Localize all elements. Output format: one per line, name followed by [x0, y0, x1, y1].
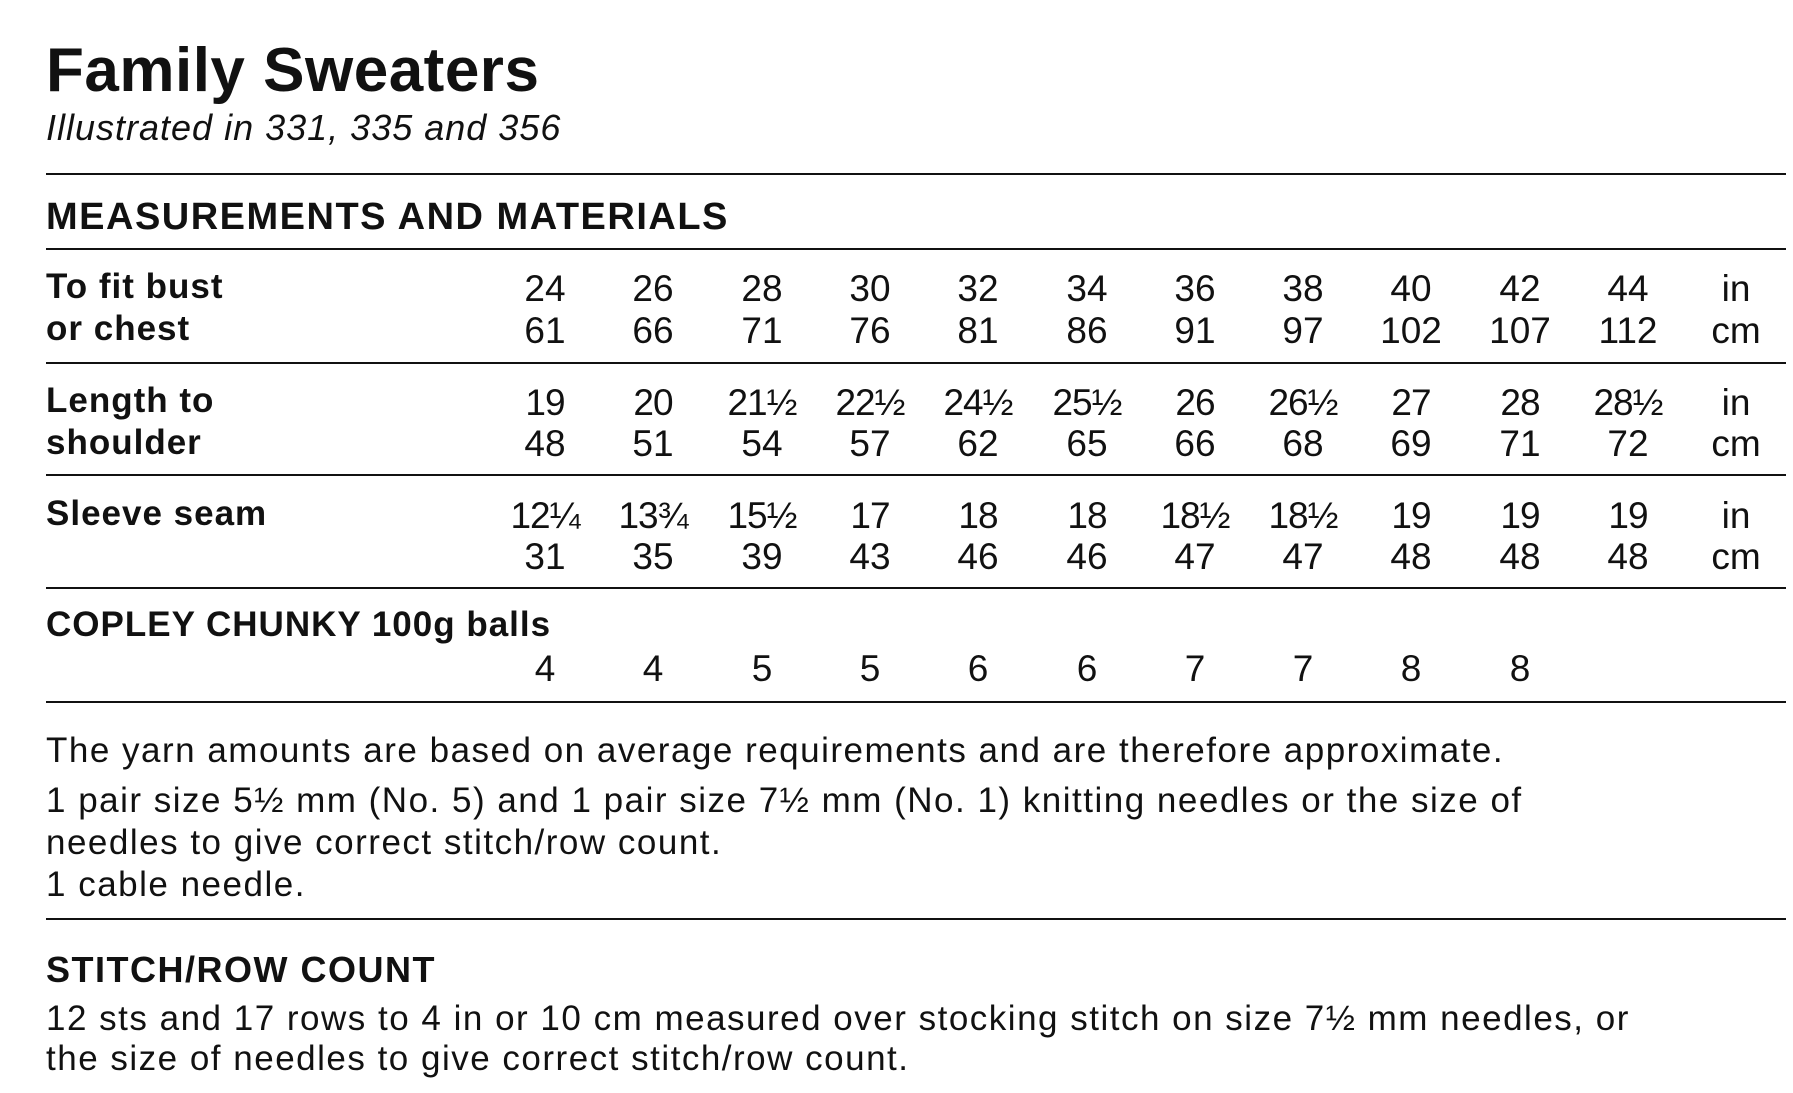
bust-inches-cell: 32 [957, 268, 999, 309]
divider-top [46, 173, 1786, 175]
bust-cm-cell: 71 [741, 310, 783, 351]
sleeve-cm-cell: 47 [1174, 536, 1216, 577]
bust-inches-cell: 38 [1282, 268, 1324, 309]
length-inches-cell: 25½ [1052, 382, 1122, 423]
sleeve-cm-cell: 43 [849, 536, 891, 577]
bust-cm-cell: 66 [632, 310, 674, 351]
bust-cm-cell: 61 [524, 310, 566, 351]
bust-cm-cell: 81 [957, 310, 999, 351]
bust-cm-cell: 97 [1282, 310, 1324, 351]
yarn-balls-cell: 8 [1400, 648, 1422, 689]
bust-cm-cell: 107 [1489, 310, 1551, 351]
bust-inches-cell: 42 [1499, 268, 1541, 309]
sleeve-inches-cell: 18 [958, 495, 998, 536]
length-cm-cell: 68 [1282, 423, 1324, 464]
divider-yarn [46, 701, 1786, 703]
length-inches-cell: 19 [525, 382, 565, 423]
length-cm-cell: 54 [741, 423, 783, 464]
length-cm-cell: 57 [849, 423, 891, 464]
sleeve-inches-cell: 18 [1067, 495, 1107, 536]
unit-cm-label: cm [1711, 310, 1761, 351]
length-inches-cell: 28 [1500, 382, 1540, 423]
sleeve-cm-cell: 46 [957, 536, 999, 577]
bust-inches-cell: 28 [741, 268, 783, 309]
bust-inches-cell: 26 [632, 268, 674, 309]
sleeve-cm-cell: 35 [632, 536, 674, 577]
sleeve-inches-cell: 18½ [1160, 495, 1230, 536]
length-inches-cell: 21½ [727, 382, 797, 423]
divider-materials [46, 918, 1786, 920]
length-cm-cell: 71 [1499, 423, 1541, 464]
stitch-row-heading: STITCH/ROW COUNT [46, 949, 436, 990]
tension-text-line2: the size of needles to give correct stitch/row count. [46, 1039, 910, 1078]
bust-cm-cell: 86 [1066, 310, 1108, 351]
measurements-heading: MEASUREMENTS AND MATERIALS [46, 196, 729, 238]
unit-in-label: in [1721, 495, 1751, 536]
length-cm-cell: 72 [1607, 423, 1649, 464]
sleeve-inches-cell: 12¼ [510, 495, 580, 536]
length-cm-cell: 66 [1174, 423, 1216, 464]
length-cm-cell: 65 [1066, 423, 1108, 464]
bust-inches-cell: 30 [849, 268, 891, 309]
yarn-balls-cell: 6 [1076, 648, 1098, 689]
yarn-balls-cell: 7 [1184, 648, 1206, 689]
unit-cm-label: cm [1711, 423, 1761, 464]
sleeve-cm-cell: 48 [1499, 536, 1541, 577]
sleeve-cm-cell: 48 [1390, 536, 1432, 577]
yarn-label: COPLEY CHUNKY 100g balls [46, 605, 552, 644]
divider-bust [46, 362, 1786, 364]
yarn-balls-cell: 8 [1509, 648, 1531, 689]
length-inches-cell: 27 [1391, 382, 1431, 423]
length-inches-cell: 24½ [943, 382, 1013, 423]
cable-needle-note: 1 cable needle. [46, 865, 306, 904]
row-label-sleeve-seam: Sleeve seam [46, 494, 268, 533]
sleeve-cm-cell: 46 [1066, 536, 1108, 577]
length-cm-cell: 62 [957, 423, 999, 464]
sleeve-inches-cell: 15½ [727, 495, 797, 536]
sleeve-inches-cell: 18½ [1268, 495, 1338, 536]
tension-text-line1: 12 sts and 17 rows to 4 in or 10 cm measured over stocking stitch on size 7½ mm needles, or [46, 999, 1630, 1038]
length-cm-cell: 69 [1390, 423, 1432, 464]
yarn-balls-cell: 6 [967, 648, 989, 689]
page-title: Family Sweaters [46, 36, 540, 105]
sleeve-inches-cell: 17 [850, 495, 890, 536]
sleeve-cm-cell: 48 [1607, 536, 1649, 577]
sleeve-inches-cell: 13¾ [618, 495, 688, 536]
bust-cm-cell: 76 [849, 310, 891, 351]
yarn-note: The yarn amounts are based on average requirements and are therefore approximate. [46, 731, 1505, 770]
bust-inches-cell: 34 [1066, 268, 1108, 309]
length-inches-cell: 20 [633, 382, 673, 423]
row-label-bust-chest: To fit bust or chest [46, 267, 224, 348]
bust-inches-cell: 44 [1607, 268, 1649, 309]
unit-in-label: in [1721, 382, 1751, 423]
sleeve-cm-cell: 39 [741, 536, 783, 577]
row-label-length-shoulder: Length to shoulder [46, 381, 215, 462]
length-inches-cell: 26 [1175, 382, 1215, 423]
length-cm-cell: 51 [632, 423, 674, 464]
page-subtitle: Illustrated in 331, 335 and 356 [46, 107, 562, 148]
unit-cm-label: cm [1711, 536, 1761, 577]
bust-inches-cell: 24 [524, 268, 566, 309]
yarn-balls-cell: 5 [751, 648, 773, 689]
length-cm-cell: 48 [524, 423, 566, 464]
sleeve-inches-cell: 19 [1608, 495, 1648, 536]
yarn-balls-cell: 4 [534, 648, 556, 689]
sleeve-inches-cell: 19 [1391, 495, 1431, 536]
yarn-balls-cell: 5 [859, 648, 881, 689]
sleeve-inches-cell: 19 [1500, 495, 1540, 536]
yarn-balls-cell: 4 [642, 648, 664, 689]
bust-cm-cell: 102 [1380, 310, 1442, 351]
length-inches-cell: 22½ [835, 382, 905, 423]
yarn-balls-cell: 7 [1292, 648, 1314, 689]
bust-cm-cell: 91 [1174, 310, 1216, 351]
bust-inches-cell: 40 [1390, 268, 1432, 309]
bust-cm-cell: 112 [1598, 310, 1658, 351]
length-inches-cell: 28½ [1593, 382, 1663, 423]
needles-note-line2: needles to give correct stitch/row count. [46, 823, 723, 862]
divider-length [46, 474, 1786, 476]
sleeve-cm-cell: 47 [1282, 536, 1324, 577]
bust-inches-cell: 36 [1174, 268, 1216, 309]
divider-measurements [46, 248, 1786, 250]
divider-sleeve [46, 587, 1786, 589]
needles-note-line1: 1 pair size 5½ mm (No. 5) and 1 pair size 7½ mm (No. 1) knitting needles or the size of [46, 781, 1523, 820]
length-inches-cell: 26½ [1268, 382, 1338, 423]
unit-in-label: in [1721, 268, 1751, 309]
sleeve-cm-cell: 31 [524, 536, 566, 577]
